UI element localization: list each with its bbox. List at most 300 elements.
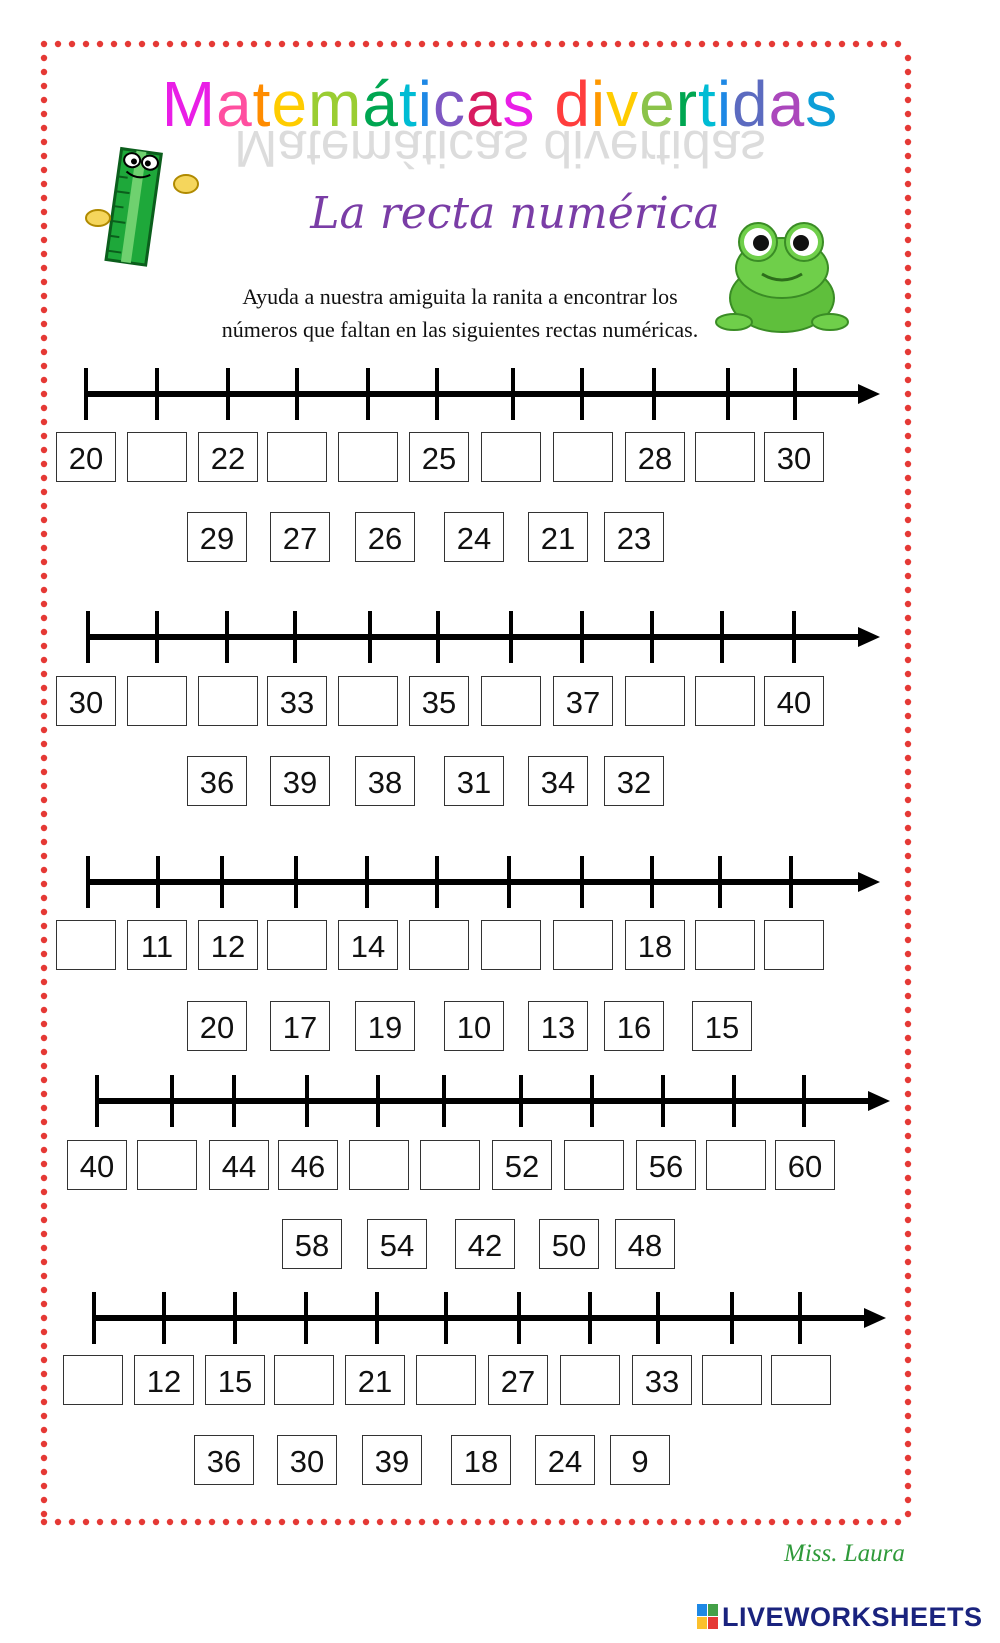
title-letter: s (805, 68, 839, 140)
border-dot (433, 41, 439, 47)
border-dot (559, 1519, 565, 1525)
border-dot (531, 1519, 537, 1525)
answer-blank-box[interactable] (481, 676, 541, 726)
border-dot (905, 475, 911, 481)
border-dot (545, 41, 551, 47)
border-dot (905, 433, 911, 439)
border-dot (905, 1049, 911, 1055)
border-dot (41, 1161, 47, 1167)
title-letter: s (502, 68, 536, 140)
border-dot (517, 41, 523, 47)
border-dot (905, 1357, 911, 1363)
border-dot (97, 41, 103, 47)
given-number-box: 40 (764, 676, 824, 726)
border-dot (41, 41, 47, 47)
draggable-number-option[interactable]: 18 (451, 1435, 511, 1485)
title-letter: i (417, 68, 433, 140)
arrow-head-icon (868, 1091, 890, 1111)
answer-blank-box[interactable] (338, 432, 398, 482)
border-dot (55, 41, 61, 47)
border-dot (741, 1519, 747, 1525)
border-dot (153, 41, 159, 47)
number-line (0, 364, 1000, 424)
instruction-line-1: Ayuda a nuestra amiguita la ranita a encontrar los (242, 284, 678, 309)
answer-blank-box[interactable] (267, 432, 327, 482)
border-dot (905, 699, 911, 705)
border-dot (643, 1519, 649, 1525)
border-dot (41, 839, 47, 845)
border-dot (419, 41, 425, 47)
draggable-number-option[interactable]: 30 (277, 1435, 337, 1485)
draggable-number-option[interactable]: 27 (270, 512, 330, 562)
title-reflection: Matemáticas divertidas (234, 119, 766, 177)
border-dot (41, 979, 47, 985)
border-dot (769, 41, 775, 47)
border-dot (41, 433, 47, 439)
border-dot (905, 1189, 911, 1195)
border-dot (41, 1133, 47, 1139)
border-dot (41, 755, 47, 761)
border-dot (41, 783, 47, 789)
given-number-box: 28 (625, 432, 685, 482)
border-dot (905, 573, 911, 579)
border-dot (41, 1175, 47, 1181)
border-dot (41, 349, 47, 355)
border-dot (41, 1203, 47, 1209)
border-dot (223, 41, 229, 47)
draggable-number-option[interactable]: 48 (615, 1219, 675, 1269)
border-dot (447, 41, 453, 47)
title-letter: r (675, 68, 699, 140)
border-dot (41, 307, 47, 313)
border-dot (905, 1147, 911, 1153)
border-dot (615, 41, 621, 47)
border-dot (825, 1519, 831, 1525)
border-dot (905, 1007, 911, 1013)
border-dot (41, 1007, 47, 1013)
border-dot (41, 1245, 47, 1251)
border-dot (629, 1519, 635, 1525)
answer-blank-box[interactable] (564, 1140, 624, 1190)
given-number-box: 56 (636, 1140, 696, 1190)
border-dot (41, 1399, 47, 1405)
title-letter: M (161, 68, 217, 140)
border-dot (573, 41, 579, 47)
border-dot (881, 41, 887, 47)
border-dot (783, 41, 789, 47)
border-dot (251, 41, 257, 47)
border-dot (41, 1189, 47, 1195)
given-number-box: 11 (127, 920, 187, 970)
border-dot (377, 1519, 383, 1525)
border-dot (905, 1175, 911, 1181)
border-dot (41, 1511, 47, 1517)
border-dot (433, 1519, 439, 1525)
answer-blank-box[interactable] (560, 1355, 620, 1405)
signature: Miss. Laura (784, 1540, 905, 1567)
border-dot (41, 769, 47, 775)
border-dot (41, 1441, 47, 1447)
border-dot (905, 1063, 911, 1069)
answer-blank-box[interactable] (764, 920, 824, 970)
border-dot (195, 1519, 201, 1525)
title-letter: e (271, 68, 309, 140)
draggable-number-option[interactable]: 42 (455, 1219, 515, 1269)
border-dot (461, 41, 467, 47)
answer-blank-box[interactable] (625, 676, 685, 726)
border-dot (41, 1259, 47, 1265)
border-dot (55, 1519, 61, 1525)
border-dot (905, 783, 911, 789)
draggable-number-option[interactable]: 26 (355, 512, 415, 562)
given-number-box: 14 (338, 920, 398, 970)
border-dot (587, 1519, 593, 1525)
answer-blank-box[interactable] (420, 1140, 480, 1190)
draggable-number-option[interactable]: 15 (692, 1001, 752, 1051)
title-letter: t (398, 68, 418, 140)
border-dot (905, 55, 911, 61)
border-dot (839, 1519, 845, 1525)
border-dot (41, 965, 47, 971)
answer-blank-box[interactable] (702, 1355, 762, 1405)
draggable-number-option[interactable]: 36 (194, 1435, 254, 1485)
given-number-box: 15 (205, 1355, 265, 1405)
border-dot (41, 447, 47, 453)
border-dot (237, 41, 243, 47)
border-dot (895, 1519, 901, 1525)
draggable-number-option[interactable]: 23 (604, 512, 664, 562)
border-dot (237, 1519, 243, 1525)
border-dot (755, 1519, 761, 1525)
border-dot (41, 1217, 47, 1223)
border-dot (905, 769, 911, 775)
border-dot (139, 1519, 145, 1525)
border-dot (905, 181, 911, 187)
border-dot (905, 1483, 911, 1489)
answer-blank-box[interactable] (137, 1140, 197, 1190)
answer-blank-box[interactable] (695, 920, 755, 970)
draggable-number-option[interactable]: 24 (444, 512, 504, 562)
border-dot (905, 1133, 911, 1139)
border-dot (41, 1035, 47, 1041)
border-dot (41, 279, 47, 285)
border-dot (905, 461, 911, 467)
draggable-number-option[interactable]: 9 (610, 1435, 670, 1485)
given-number-box: 60 (775, 1140, 835, 1190)
answer-blank-box[interactable] (198, 676, 258, 726)
given-number-box: 20 (56, 432, 116, 482)
draggable-number-option[interactable]: 32 (604, 756, 664, 806)
given-number-box: 33 (267, 676, 327, 726)
border-dot (905, 965, 911, 971)
border-dot (391, 41, 397, 47)
border-dot (905, 685, 911, 691)
given-number-box: 22 (198, 432, 258, 482)
border-dot (405, 41, 411, 47)
border-dot (905, 1231, 911, 1237)
answer-blank-box[interactable] (706, 1140, 766, 1190)
draggable-number-option[interactable]: 13 (528, 1001, 588, 1051)
border-dot (475, 1519, 481, 1525)
border-dot (905, 307, 911, 313)
border-dot (905, 713, 911, 719)
footer-brand[interactable]: LIVEWORKSHEETS (722, 1602, 983, 1632)
given-number-box: 21 (345, 1355, 405, 1405)
border-dot (195, 41, 201, 47)
border-dot (905, 671, 911, 677)
border-dot (905, 923, 911, 929)
draggable-number-option[interactable]: 29 (187, 512, 247, 562)
border-dot (905, 1469, 911, 1475)
title-letter: d (554, 68, 591, 140)
border-dot (503, 41, 509, 47)
border-dot (905, 993, 911, 999)
border-dot (349, 41, 355, 47)
border-dot (41, 951, 47, 957)
border-dot (125, 41, 131, 47)
title-letter: a (768, 68, 806, 140)
border-dot (905, 349, 911, 355)
border-dot (279, 41, 285, 47)
draggable-number-option[interactable]: 38 (355, 756, 415, 806)
answer-blank-box[interactable] (127, 676, 187, 726)
border-dot (461, 1519, 467, 1525)
border-dot (797, 41, 803, 47)
border-dot (905, 797, 911, 803)
title-letter: a (465, 68, 503, 140)
border-dot (905, 1455, 911, 1461)
number-line (0, 852, 1000, 912)
border-dot (699, 1519, 705, 1525)
instructions (110, 280, 810, 346)
arrow-head-icon (858, 627, 880, 647)
border-dot (209, 1519, 215, 1525)
border-dot (321, 1519, 327, 1525)
border-dot (41, 1273, 47, 1279)
border-dot (905, 1385, 911, 1391)
draggable-number-option[interactable]: 36 (187, 756, 247, 806)
answer-blank-box[interactable] (416, 1355, 476, 1405)
answer-blank-box[interactable] (695, 676, 755, 726)
draggable-number-option[interactable]: 50 (539, 1219, 599, 1269)
border-dot (905, 951, 911, 957)
border-dot (377, 41, 383, 47)
draggable-number-option[interactable]: 39 (270, 756, 330, 806)
border-dot (905, 489, 911, 495)
draggable-number-option[interactable]: 10 (444, 1001, 504, 1051)
border-dot (489, 41, 495, 47)
border-dot (41, 293, 47, 299)
border-dot (905, 937, 911, 943)
draggable-number-option[interactable]: 19 (355, 1001, 415, 1051)
border-dot (167, 1519, 173, 1525)
border-dot (489, 1519, 495, 1525)
answer-blank-box[interactable] (63, 1355, 123, 1405)
border-dot (111, 41, 117, 47)
title-letter: i (716, 68, 733, 140)
border-dot (41, 1497, 47, 1503)
answer-blank-box[interactable] (409, 920, 469, 970)
border-dot (279, 1519, 285, 1525)
given-number-box: 35 (409, 676, 469, 726)
border-dot (905, 447, 911, 453)
border-dot (629, 41, 635, 47)
border-dot (41, 1469, 47, 1475)
border-dot (41, 1231, 47, 1237)
answer-blank-box[interactable] (553, 432, 613, 482)
border-dot (727, 41, 733, 47)
answer-blank-box[interactable] (127, 432, 187, 482)
given-number-box: 12 (134, 1355, 194, 1405)
border-dot (905, 1497, 911, 1503)
number-line (0, 607, 1000, 667)
border-dot (545, 1519, 551, 1525)
answer-blank-box[interactable] (481, 432, 541, 482)
border-dot (741, 41, 747, 47)
border-dot (41, 825, 47, 831)
border-dot (307, 41, 313, 47)
border-dot (699, 41, 705, 47)
draggable-number-option[interactable]: 54 (367, 1219, 427, 1269)
given-number-box: 52 (492, 1140, 552, 1190)
border-dot (905, 1245, 911, 1251)
border-dot (713, 41, 719, 47)
draggable-number-option[interactable]: 34 (528, 756, 588, 806)
answer-blank-box[interactable] (771, 1355, 831, 1405)
border-dot (41, 1049, 47, 1055)
border-dot (41, 685, 47, 691)
border-dot (41, 503, 47, 509)
border-dot (905, 1399, 911, 1405)
border-dot (41, 811, 47, 817)
given-number-box: 44 (209, 1140, 269, 1190)
border-dot (209, 41, 215, 47)
title-letter: á (362, 68, 399, 140)
answer-blank-box[interactable] (481, 920, 541, 970)
border-dot (363, 1519, 369, 1525)
answer-blank-box[interactable] (274, 1355, 334, 1405)
border-dot (905, 1259, 911, 1265)
number-line (0, 1288, 1000, 1348)
border-dot (251, 1519, 257, 1525)
border-dot (905, 587, 911, 593)
border-dot (111, 1519, 117, 1525)
border-dot (867, 41, 873, 47)
border-dot (811, 41, 817, 47)
border-dot (905, 1273, 911, 1279)
title-letter: t (698, 68, 717, 140)
draggable-number-option[interactable]: 31 (444, 756, 504, 806)
border-dot (405, 1519, 411, 1525)
border-dot (391, 1519, 397, 1525)
instruction-line-2: números que faltan en las siguientes rectas numéricas. (221, 317, 699, 342)
border-dot (905, 1511, 911, 1517)
border-dot (905, 251, 911, 257)
given-number-box: 30 (764, 432, 824, 482)
border-dot (125, 1519, 131, 1525)
border-dot (905, 503, 911, 509)
border-dot (905, 979, 911, 985)
border-dot (905, 293, 911, 299)
answer-blank-box[interactable] (338, 676, 398, 726)
border-dot (755, 41, 761, 47)
answer-blank-box[interactable] (553, 920, 613, 970)
draggable-number-option[interactable]: 21 (528, 512, 588, 562)
answer-blank-box[interactable] (695, 432, 755, 482)
answer-blank-box[interactable] (267, 920, 327, 970)
given-number-box: 18 (625, 920, 685, 970)
draggable-number-option[interactable]: 58 (282, 1219, 342, 1269)
border-dot (905, 531, 911, 537)
draggable-number-option[interactable]: 16 (604, 1001, 664, 1051)
title-letter: i (590, 68, 607, 140)
border-dot (41, 181, 47, 187)
border-dot (643, 41, 649, 47)
draggable-number-option[interactable]: 20 (187, 1001, 247, 1051)
border-dot (41, 699, 47, 705)
border-dot (573, 1519, 579, 1525)
border-dot (905, 279, 911, 285)
title-letter: v (606, 68, 640, 140)
border-dot (41, 335, 47, 341)
border-dot (41, 559, 47, 565)
border-dot (41, 1021, 47, 1027)
border-dot (839, 41, 845, 47)
border-dot (41, 1385, 47, 1391)
border-dot (41, 251, 47, 257)
border-dot (727, 1519, 733, 1525)
border-dot (41, 1063, 47, 1069)
border-dot (475, 41, 481, 47)
answer-blank-box[interactable] (349, 1140, 409, 1190)
border-dot (531, 41, 537, 47)
border-dot (685, 1519, 691, 1525)
border-dot (41, 993, 47, 999)
answer-blank-box[interactable] (56, 920, 116, 970)
arrow-head-icon (864, 1308, 886, 1328)
border-dot (181, 1519, 187, 1525)
border-dot (905, 1035, 911, 1041)
border-dot (41, 923, 47, 929)
draggable-number-option[interactable]: 17 (270, 1001, 330, 1051)
border-dot (321, 41, 327, 47)
border-dot (447, 1519, 453, 1525)
border-dot (713, 1519, 719, 1525)
border-dot (265, 41, 271, 47)
border-dot (41, 531, 47, 537)
border-dot (293, 1519, 299, 1525)
border-dot (83, 41, 89, 47)
border-dot (905, 755, 911, 761)
draggable-number-option[interactable]: 39 (362, 1435, 422, 1485)
given-number-box: 33 (632, 1355, 692, 1405)
border-dot (905, 1203, 911, 1209)
border-dot (41, 1413, 47, 1419)
border-dot (905, 727, 911, 733)
border-dot (825, 41, 831, 47)
border-dot (769, 1519, 775, 1525)
border-dot (657, 41, 663, 47)
border-dot (69, 1519, 75, 1525)
border-dot (905, 335, 911, 341)
border-dot (587, 41, 593, 47)
draggable-number-option[interactable]: 24 (535, 1435, 595, 1485)
border-dot (895, 41, 901, 47)
border-dot (41, 265, 47, 271)
border-dot (41, 545, 47, 551)
border-dot (419, 1519, 425, 1525)
border-dot (905, 321, 911, 327)
